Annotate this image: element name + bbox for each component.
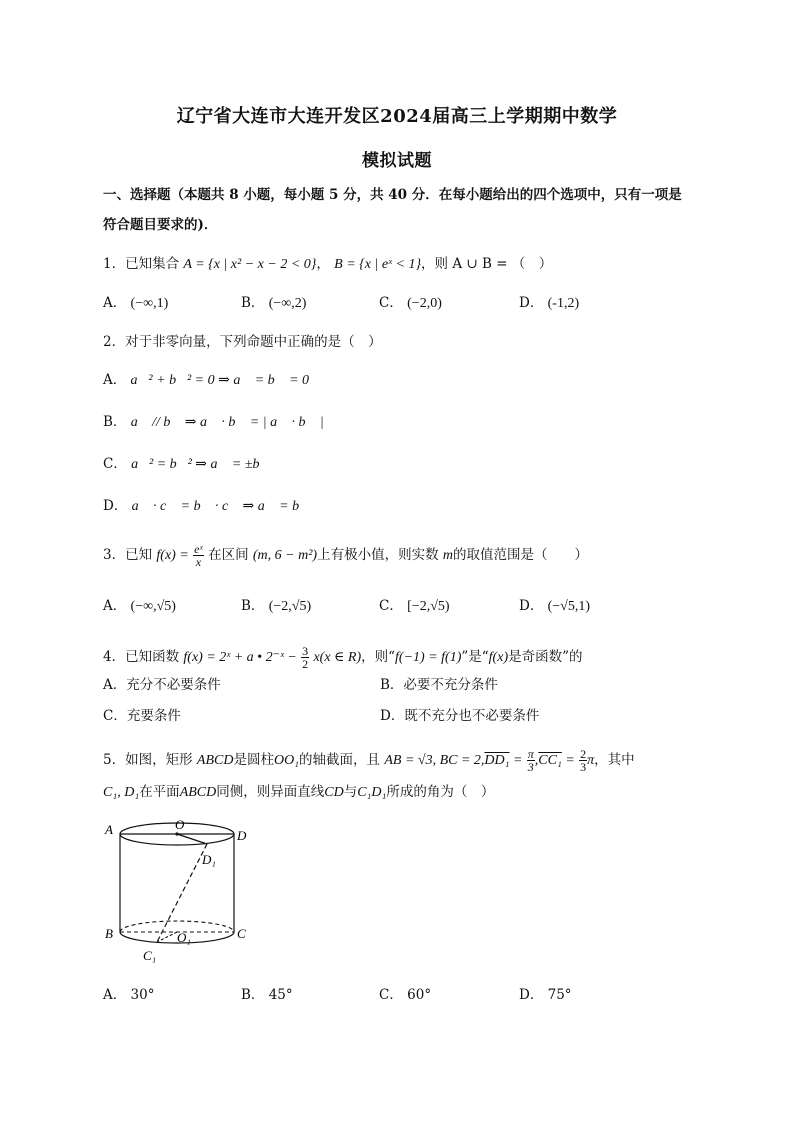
q4-conclusion: f(x) — [488, 650, 509, 665]
q5-option-c[interactable] — [379, 983, 431, 1003]
q5-option-d[interactable] — [519, 983, 572, 1003]
q4-condition: f(−1) = f(1) — [395, 650, 462, 665]
q1-stem — [103, 252, 552, 273]
label-d: D — [237, 828, 247, 843]
q4-text-d: 是奇函数”的 — [508, 649, 583, 665]
label-o1: O₁ — [177, 930, 191, 945]
q3-option-b[interactable] — [241, 594, 311, 615]
section-heading-line-2: 符合题目要求的)． — [103, 217, 218, 233]
q4-number: 4． — [103, 649, 126, 665]
q3-variable: m — [442, 548, 453, 563]
q1-set-a: A = {x | x² − x − 2 < 0} — [183, 257, 317, 272]
fraction-denominator: 2 — [302, 657, 309, 671]
q3-option-a[interactable] — [103, 594, 176, 615]
q5-text-g: 与 — [343, 784, 358, 800]
option-value: 必要不充分条件 — [403, 677, 498, 693]
option-value: (-1,2) — [547, 296, 580, 311]
q2-option-d[interactable] — [103, 494, 310, 515]
q5-given-lengths: AB = √3, BC = 2, — [384, 753, 485, 768]
option-value: 60° — [407, 987, 432, 1003]
q5-equals-1: = — [509, 753, 523, 768]
q5-stem-line-1 — [103, 748, 635, 773]
q5-points: C₁, D₁ — [103, 785, 140, 800]
q5-cylinder: OO₁ — [273, 753, 300, 768]
q5-text-c: 的轴截面，且 — [299, 752, 381, 768]
fraction-numerator: π — [527, 747, 534, 761]
q5-text-b: 是圆柱 — [233, 752, 274, 768]
q1-number: 1． — [103, 256, 126, 272]
option-value: [−2,√5) — [407, 599, 450, 614]
q4-stem — [103, 645, 583, 670]
q5-number: 5． — [103, 752, 126, 768]
option-label: A． — [103, 987, 127, 1003]
option-label: C． — [103, 708, 127, 724]
option-label: D． — [519, 295, 544, 311]
q3-option-c[interactable] — [379, 594, 450, 615]
label-o: O — [175, 818, 185, 832]
option-value: 既不充分也不必要条件 — [404, 708, 540, 724]
q1-set-b: B = {x | eˣ < 1} — [334, 257, 422, 272]
option-label: B． — [241, 598, 265, 614]
cylinder-figure — [95, 818, 265, 968]
exam-title: 辽宁省大连市大连开发区2024届高三上学期期中数学 — [176, 106, 618, 127]
q4-option-c[interactable] — [103, 704, 181, 724]
q3-text-b: 在区间 — [208, 547, 249, 563]
center-o-dot — [175, 832, 178, 835]
option-label: D． — [103, 498, 128, 514]
q1-option-a[interactable] — [103, 291, 168, 312]
label-b: B — [105, 926, 113, 941]
option-label: B． — [241, 987, 265, 1003]
q3-number: 3． — [103, 547, 126, 563]
q1-option-d[interactable] — [519, 291, 579, 312]
q5-stem-line-2 — [103, 780, 494, 801]
q4-option-a[interactable] — [103, 673, 221, 693]
label-c1: C₁ — [143, 948, 157, 963]
option-label: B． — [103, 414, 127, 430]
option-label: A． — [103, 372, 127, 388]
option-label: B． — [241, 295, 265, 311]
option-label: C． — [103, 456, 127, 472]
q4-function-left: f(x) = 2ˣ + a • 2⁻ˣ − — [183, 650, 297, 665]
q4-text-c: ”是“ — [461, 649, 489, 665]
q5-rectangle: ABCD — [196, 753, 234, 768]
q5-fraction-1 — [527, 748, 535, 773]
q2-option-a[interactable] — [103, 368, 320, 389]
option-label: C． — [379, 987, 403, 1003]
option-label: D． — [519, 987, 544, 1003]
q5-text-f: 同侧，则异面直线 — [216, 784, 325, 800]
q5-text-a: 如图，矩形 — [125, 752, 193, 768]
segment-d1c1 — [157, 844, 207, 942]
fraction-denominator: 3 — [527, 760, 534, 774]
option-value: 充要条件 — [126, 708, 181, 724]
q5-text-d: ，其中 — [594, 752, 635, 768]
q4-function-fraction — [301, 645, 309, 670]
option-value: 充分不必要条件 — [126, 677, 221, 693]
option-value: a⃗ // b⃗ ⇒ a⃗ · b⃗ = | a⃗ · b⃗ | — [130, 415, 324, 430]
q5-text-e: 在平面 — [139, 784, 180, 800]
q5-arc-dd1: DD₁ — [484, 753, 510, 768]
option-label: D． — [380, 708, 405, 724]
fraction-numerator: 3 — [302, 644, 309, 658]
q3-text-c: 上有极小值，则实数 — [317, 547, 439, 563]
q5-comma: , — [534, 753, 539, 768]
option-value: a⃗ · c⃗ = b⃗ · c⃗ ⇒ a⃗ = b⃗ — [131, 499, 311, 514]
q1-option-c[interactable] — [379, 291, 442, 312]
q5-arc-cc1: CC₁ — [538, 753, 562, 768]
label-c: C — [237, 926, 246, 941]
option-value: a⃗² + b⃗² = 0 ⇒ a⃗ = b⃗ = 0⃗ — [130, 373, 320, 388]
q5-line-c1d1: C₁D₁ — [357, 785, 387, 800]
q5-fraction-2 — [579, 748, 587, 773]
q3-function-left: f(x) = — [156, 548, 189, 563]
label-d1: D₁ — [202, 852, 216, 867]
option-value: 45° — [268, 987, 293, 1003]
q5-text-h: 所成的角为（ ） — [386, 784, 495, 800]
q5-option-a[interactable] — [103, 983, 154, 1003]
q3-function-fraction — [193, 543, 204, 568]
q4-text-b: ，则“ — [361, 649, 396, 665]
q5-pi: π — [587, 753, 595, 768]
q4-function-right: x(x ∈ R) — [313, 650, 362, 665]
option-value: 75° — [547, 987, 572, 1003]
fraction-denominator: 3 — [580, 760, 587, 774]
option-value: 30° — [130, 987, 155, 1003]
option-value: (−∞,√5) — [130, 599, 176, 614]
option-label: D． — [519, 598, 544, 614]
q3-option-d[interactable] — [519, 594, 590, 615]
q1-sep: ， — [316, 256, 330, 272]
option-label: B． — [380, 677, 404, 693]
label-a: A — [105, 822, 113, 837]
q2-option-b[interactable] — [103, 410, 324, 431]
q4-text-a: 已知函数 — [125, 649, 180, 665]
fraction-denominator: x — [195, 555, 202, 569]
q1-option-b[interactable] — [241, 291, 306, 312]
radius-od1 — [177, 834, 207, 844]
option-label: A． — [103, 677, 127, 693]
fraction-numerator: eˣ — [194, 542, 203, 556]
option-value: (−√5,1) — [547, 599, 591, 614]
section-heading-line-1: 一、选择题（本题共 8 小题，每小题 5 分，共 40 分．在每小题给出的四个选项中，只有一项是 — [103, 187, 682, 203]
q5-equals-2: = — [561, 753, 575, 768]
q3-text-d: 的取值范围是（ ） — [453, 547, 588, 563]
option-label: C． — [379, 295, 403, 311]
q4-option-b[interactable] — [380, 673, 498, 693]
q2-option-c[interactable] — [103, 452, 270, 473]
q3-interval: (m, 6 − m²) — [252, 548, 318, 563]
q5-line-cd: CD — [324, 785, 344, 800]
q3-stem — [103, 543, 588, 568]
fraction-numerator: 2 — [580, 747, 587, 761]
option-label: A． — [103, 598, 127, 614]
option-value: (−∞,1) — [130, 296, 169, 311]
option-value: a⃗² = b⃗² ⇒ a⃗ = ±b⃗ — [131, 457, 271, 472]
q4-option-d[interactable] — [380, 704, 539, 724]
option-value: (−2,0) — [407, 296, 442, 311]
q5-option-b[interactable] — [241, 983, 293, 1003]
q1-text-a: 已知集合 — [125, 256, 180, 272]
exam-subtitle: 模拟试题 — [362, 151, 432, 171]
option-value: (−∞,2) — [268, 296, 307, 311]
q3-text-a: 已知 — [125, 547, 153, 563]
option-label: A． — [103, 295, 127, 311]
q5-plane: ABCD — [179, 785, 217, 800]
q2-stem: 2．对于非零向量，下列命题中正确的是（ ） — [103, 334, 382, 350]
option-label: C． — [379, 598, 403, 614]
option-value: (−2,√5) — [268, 599, 312, 614]
q1-text-b: ，则 A ∪ B = （ ） — [421, 256, 553, 272]
